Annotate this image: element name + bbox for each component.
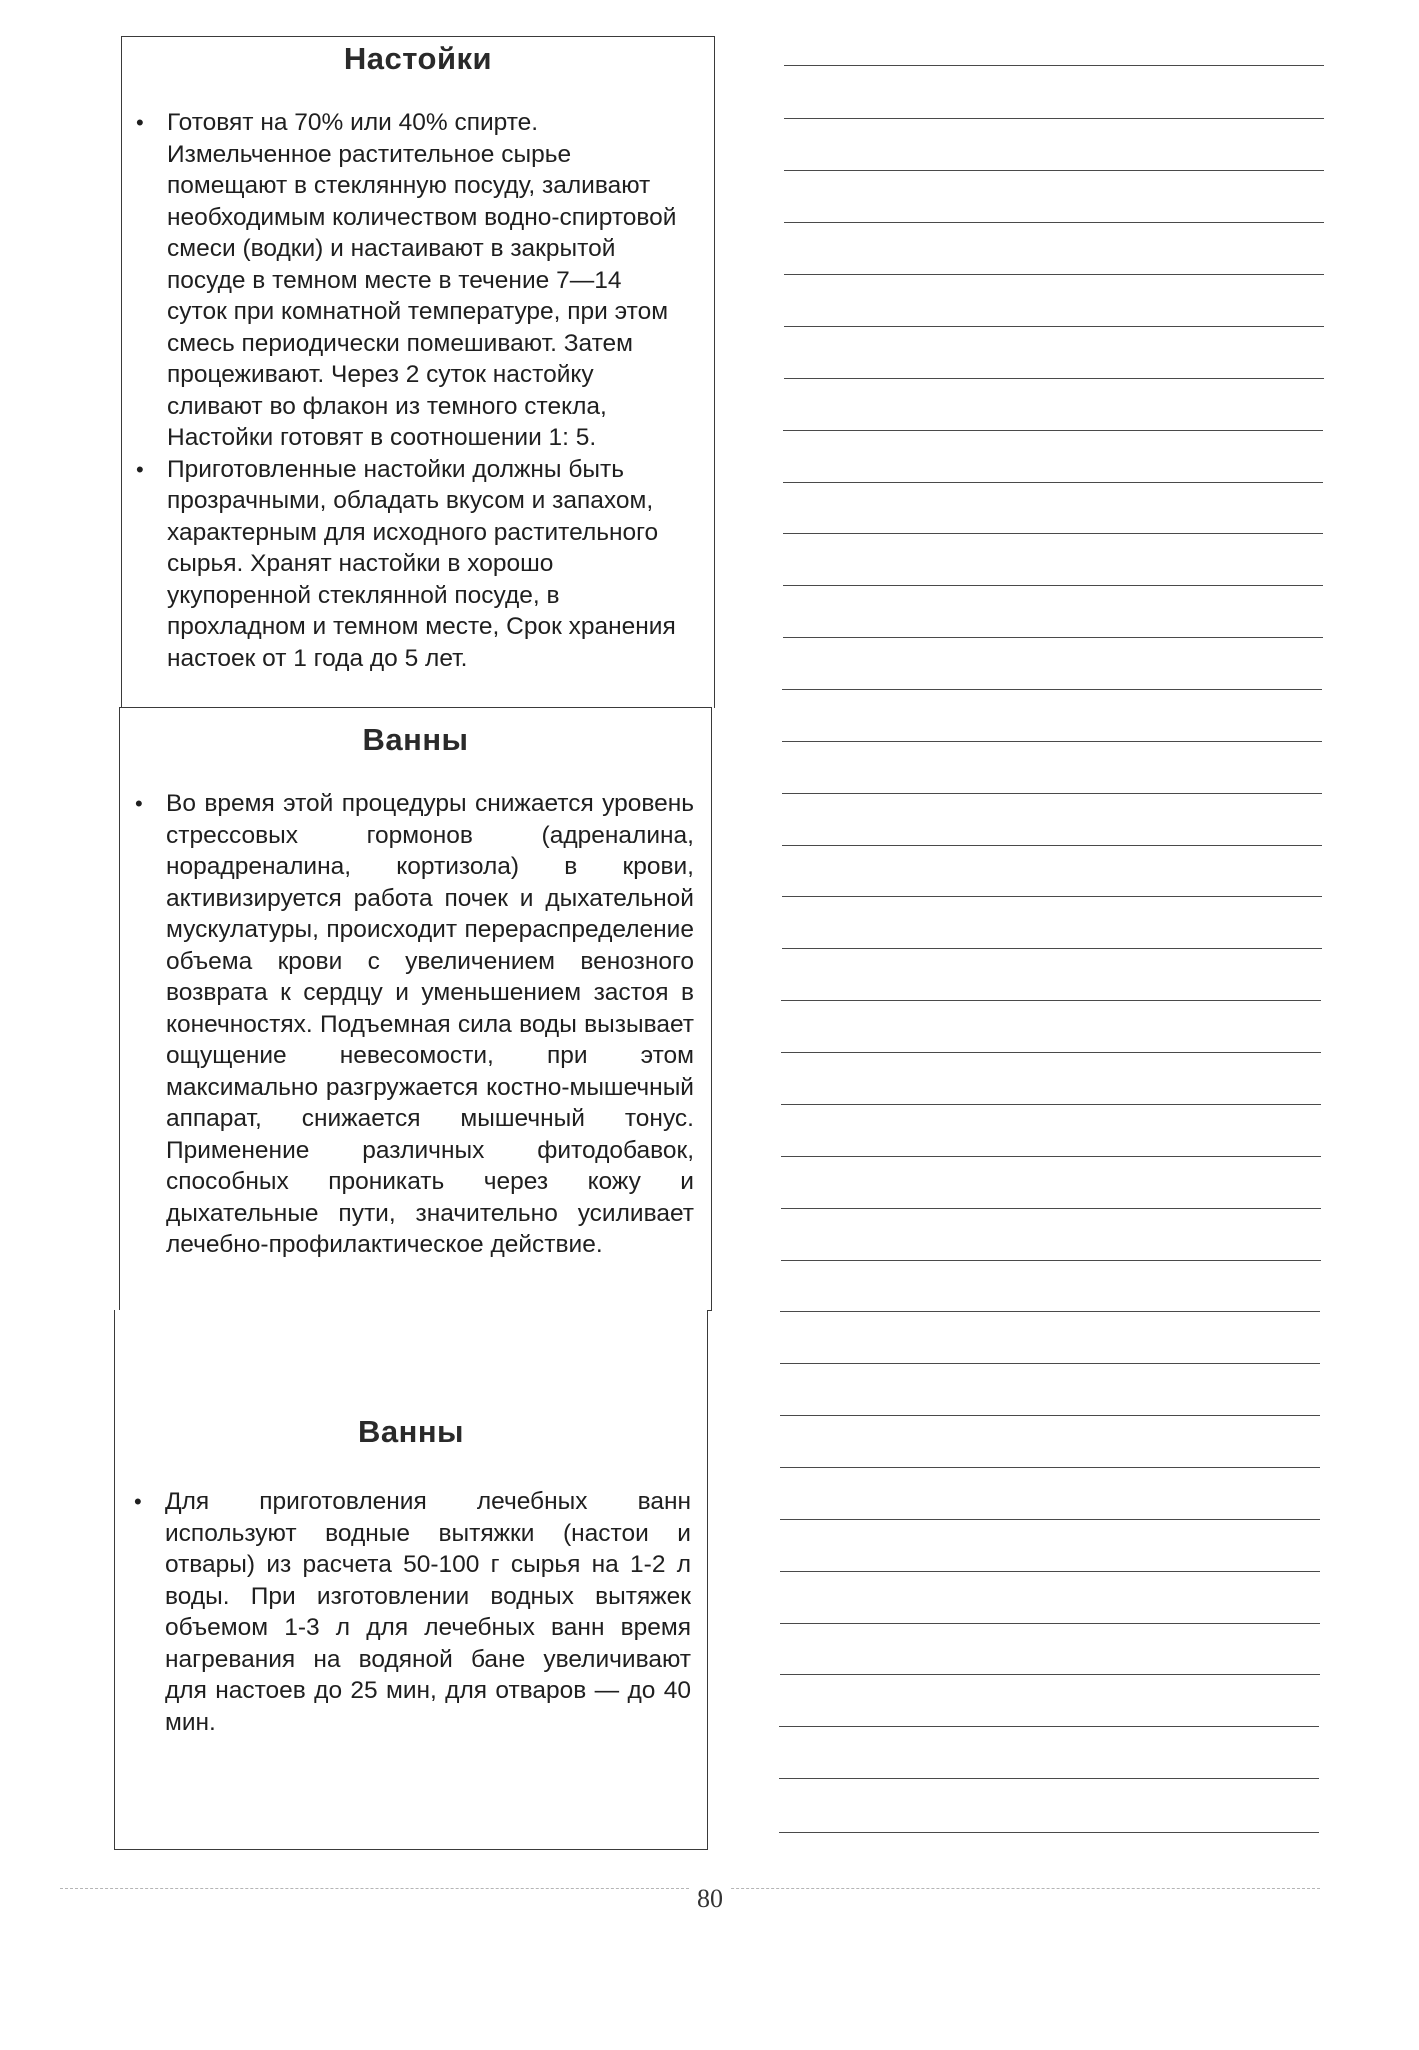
- bullet-icon: •: [135, 791, 143, 816]
- ruled-line: [782, 741, 1322, 742]
- bullet-icon: •: [134, 1489, 142, 1514]
- list-item: [125, 1486, 691, 1738]
- section-baths-effects: [119, 707, 712, 1311]
- list-item-text: Во время этой процедуры снижается уровень стрессовых гормонов (адреналина, норадреналина, кортизола) в крови, активизируется работа почек и дыхательной мускулатуры, происходит перераспределение объема крови с увеличением венозного возврата к сердцу и уменьшением застоя в конечностях. Подъемная сила воды вызывает ощущение невесомости, при этом максимально разгружается костно-мышечный аппарат, снижается мышечный тонус. Применение различных фитодобавок, способных проникать через кожу и дыхательные пути, значительно усиливает лечебно-профилактическое действие.: [166, 790, 694, 1258]
- section-title: Настойки: [343, 41, 493, 76]
- ruled-line: [782, 793, 1322, 794]
- list-item: [127, 454, 687, 675]
- ruled-line: [780, 1363, 1320, 1364]
- notes-ruled-area: [780, 0, 1325, 1880]
- ruled-line: [781, 1208, 1321, 1209]
- ruled-line: [780, 1674, 1320, 1675]
- section-title: Ванны: [362, 722, 469, 757]
- ruled-line: [781, 1000, 1321, 1001]
- ruled-line: [784, 118, 1324, 119]
- list-item-text: Готовят на 70% или 40% спирте. Измельченное растительное сырье помещают в стеклянную посуду, заливают необходимым количеством водно-спиртовой смеси (водки) и настаивают в закрытой посуде в темном месте в течение 7—14 суток при комнатной температуре, при этом смесь периодически помешивают. Затем процеживают. Через 2 суток настойку сливают во флакон из темного стекла, Настойки готовят в соотношении 1: 5.: [167, 109, 677, 451]
- section-tinctures: [121, 36, 715, 708]
- ruled-line: [783, 637, 1323, 638]
- ruled-line: [779, 1726, 1319, 1727]
- ruled-line: [780, 1415, 1320, 1416]
- ruled-line: [784, 326, 1324, 327]
- ruled-line: [781, 1052, 1321, 1053]
- ruled-line: [784, 222, 1324, 223]
- bullet-list: [127, 107, 687, 674]
- ruled-line: [780, 1467, 1320, 1468]
- ruled-line: [782, 948, 1322, 949]
- list-item-text: Приготовленные настойки должны быть прозрачными, обладать вкусом и запахом, характерным для исходного растительного сырья. Хранят настойки в хорошо укупоренной стеклянной посуде, в прохладном и темном месте, Срок хранения настоек от 1 года до 5 лет.: [167, 455, 676, 672]
- ruled-line: [783, 585, 1323, 586]
- bullet-icon: •: [136, 456, 144, 482]
- ruled-line: [780, 1519, 1320, 1520]
- ruled-line: [779, 1832, 1319, 1833]
- ruled-line: [780, 1623, 1320, 1624]
- ruled-line: [780, 1571, 1320, 1572]
- list-item: [127, 107, 687, 454]
- bullet-list: [125, 1486, 691, 1738]
- list-item-text: Для приготовления лечебных ванн используют водные вытяжки (настои и отвары) из расчета 50-100 г сырья на 1-2 л воды. При изготовлении водных вытяжек объемом 1-3 л для лечебных ванн время нагревания на водяной бане увеличивают для настоев до 25 мин, для отваров — до 40 мин.: [165, 1488, 691, 1736]
- bullet-icon: •: [136, 110, 144, 135]
- ruled-line: [784, 65, 1324, 66]
- ruled-line: [780, 1311, 1320, 1312]
- ruled-line: [783, 533, 1323, 534]
- ruled-line: [784, 378, 1324, 379]
- ruled-line: [781, 1104, 1321, 1105]
- ruled-line: [782, 896, 1322, 897]
- ruled-line: [782, 689, 1322, 690]
- ruled-line: [782, 845, 1322, 846]
- ruled-line: [781, 1260, 1321, 1261]
- page-number: 80: [690, 1884, 730, 1914]
- ruled-line: [779, 1778, 1319, 1779]
- ruled-line: [784, 274, 1324, 275]
- ruled-line: [783, 430, 1323, 431]
- ruled-line: [784, 170, 1324, 171]
- list-item: [126, 788, 694, 1261]
- section-title: Ванны: [357, 1414, 465, 1449]
- ruled-line: [781, 1156, 1321, 1157]
- ruled-line: [783, 482, 1323, 483]
- section-baths-preparation: [114, 1310, 708, 1850]
- bullet-list: [126, 788, 694, 1261]
